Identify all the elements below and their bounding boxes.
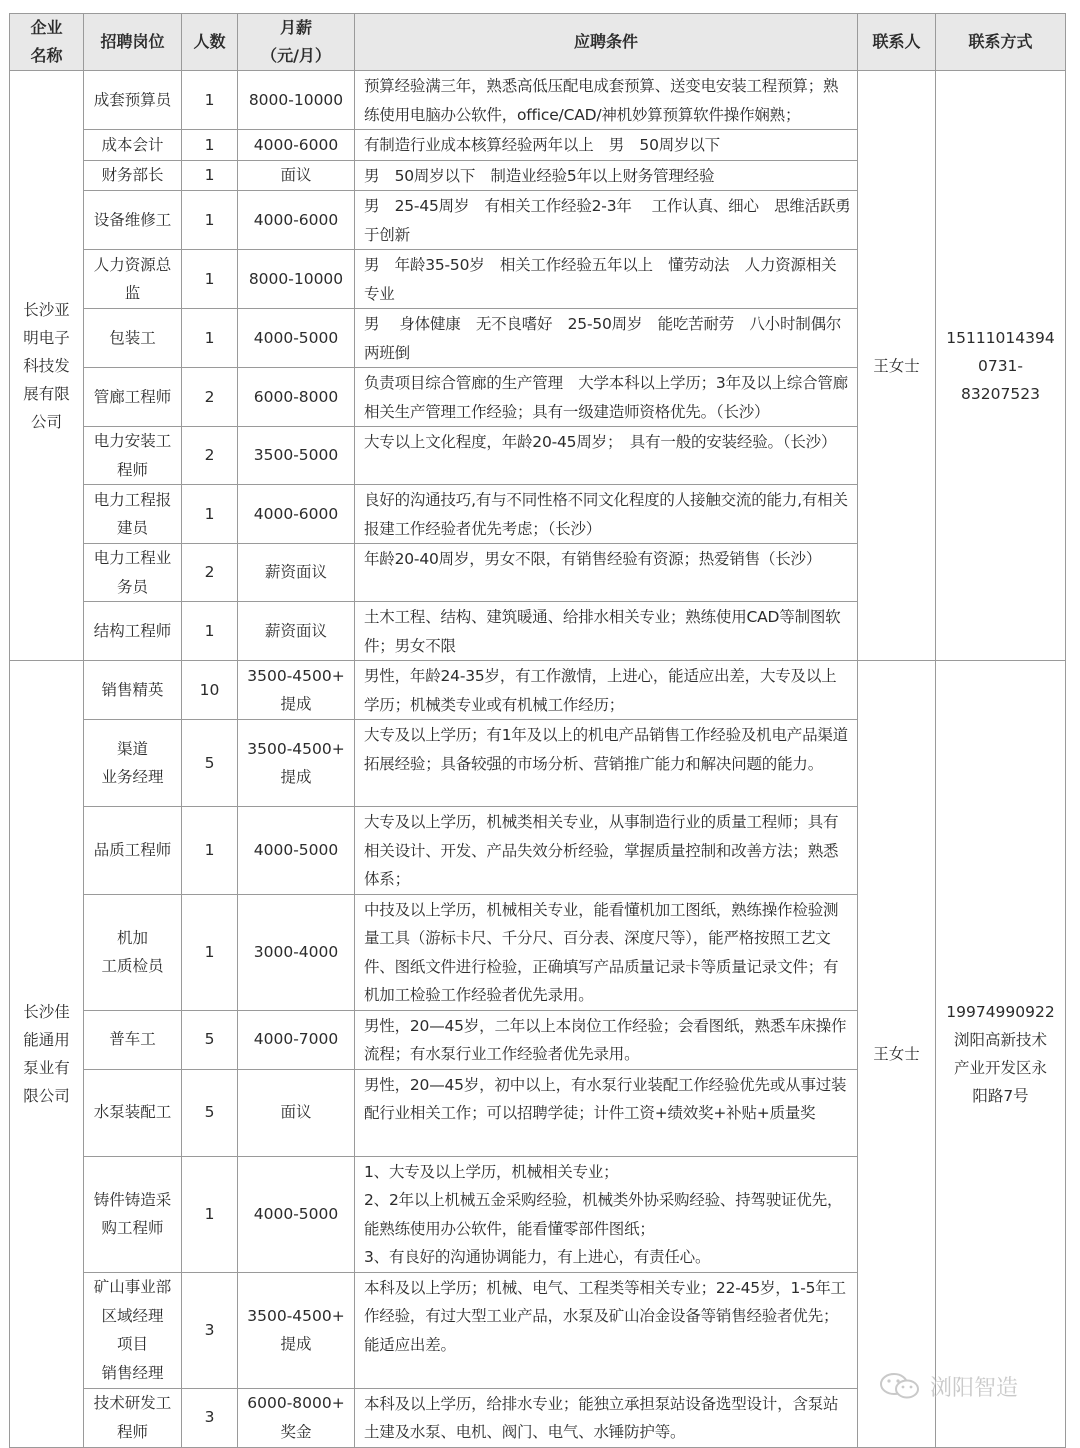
watermark-text: 浏阳智造	[930, 1375, 1019, 1401]
job-salary: 3500-4500+ 提成	[238, 1272, 355, 1388]
job-position: 设备维修工	[84, 191, 182, 250]
job-salary: 4000-6000	[238, 485, 355, 544]
job-requirements: 1、大专及以上学历，机械相关专业； 2、2年以上机械五金采购经验，机械类外协采购经验、持驾驶证优先，能熟练使用办公软件，能看懂零部件图纸； 3、有良好的沟通协调能力，有上进心，有责任心。	[355, 1156, 858, 1272]
job-position: 电力安装工 程师	[84, 427, 182, 485]
job-count: 1	[182, 894, 238, 1010]
job-position: 渠道 业务经理	[84, 720, 182, 807]
job-requirements: 本科及以上学历；机械、电气、工程类等相关专业；22-45岁，1-5年工作经验，有过大型工业产品，水泵及矿山冶金设备等销售经验者优先；能适应出差。	[355, 1272, 858, 1388]
job-requirements: 男 身体健康 无不良嗜好 25-50周岁 能吃苦耐劳 八小时制偶尔两班倒	[355, 309, 858, 368]
contact-person: 王女士	[858, 661, 936, 1448]
job-requirements: 中技及以上学历，机械相关专业，能看懂机加工图纸，熟练操作检验测量工具（游标卡尺、千分尺、百分表、深度尺等），能严格按照工艺文件、图纸文件进行检验，正确填写产品质量记录卡等质量记录文件；有机加工检验工作经验者优先录用。	[355, 894, 858, 1010]
job-position: 成本会计	[84, 130, 182, 161]
job-requirements: 大专及以上学历；有1年及以上的机电产品销售工作经验及机电产品渠道拓展经验；具备较强的市场分析、营销推广能力和解决问题的能力。	[355, 720, 858, 807]
job-count: 1	[182, 71, 238, 130]
company-name: 长沙佳 能通用 泵业有 限公司	[10, 661, 84, 1448]
job-position: 品质工程师	[84, 807, 182, 895]
job-position: 电力工程业 务员	[84, 544, 182, 602]
header-company: 企业 名称	[10, 14, 84, 71]
job-position: 水泵装配工	[84, 1069, 182, 1156]
job-salary: 8000-10000	[238, 71, 355, 130]
job-position: 财务部长	[84, 160, 182, 191]
job-salary: 4000-5000	[238, 807, 355, 895]
job-count: 1	[182, 309, 238, 368]
watermark	[878, 1368, 1058, 1404]
company-name: 长沙亚 明电子 科技发 展有限 公司	[10, 71, 84, 661]
job-count: 5	[182, 1069, 238, 1156]
job-count: 5	[182, 720, 238, 807]
header-count: 人数	[182, 14, 238, 71]
job-salary: 4000-6000	[238, 130, 355, 161]
job-position: 矿山事业部 区域经理 项目 销售经理	[84, 1272, 182, 1388]
job-salary: 面议	[238, 1069, 355, 1156]
job-requirements: 预算经验满三年，熟悉高低压配电成套预算、送变电安装工程预算；熟练使用电脑办公软件，office/CAD/神机妙算预算软件操作娴熟；	[355, 71, 858, 130]
job-count: 3	[182, 1272, 238, 1388]
job-requirements: 年龄20-40周岁，男女不限，有销售经验有资源；热爱销售（长沙）	[355, 544, 858, 602]
job-position: 管廊工程师	[84, 368, 182, 427]
job-requirements: 良好的沟通技巧,有与不同性格不同文化程度的人接触交流的能力,有相关报建工作经验者优先考虑；（长沙）	[355, 485, 858, 544]
job-count: 1	[182, 485, 238, 544]
job-position: 结构工程师	[84, 602, 182, 661]
job-requirements: 本科及以上学历，给排水专业；能独立承担泵站设备选型设计，含泵站土建及水泵、电机、阀门、电气、水锤防护等。	[355, 1388, 858, 1447]
job-requirements: 男性，年龄24-35岁，有工作激情，上进心，能适应出差，大专及以上学历；机械类专业或有机械工作经历；	[355, 661, 858, 720]
contact-person: 王女士	[858, 71, 936, 661]
header-salary: 月薪 （元/月）	[238, 14, 355, 71]
job-position: 铸件铸造采 购工程师	[84, 1156, 182, 1272]
job-count: 2	[182, 544, 238, 602]
job-count: 3	[182, 1388, 238, 1447]
job-requirements: 男 年龄35-50岁 相关工作经验五年以上 懂劳动法 人力资源相关专业	[355, 250, 858, 309]
job-count: 1	[182, 191, 238, 250]
job-salary: 6000-8000	[238, 368, 355, 427]
job-requirements: 大专及以上学历，机械类相关专业，从事制造行业的质量工程师；具有相关设计、开发、产品失效分析经验，掌握质量控制和改善方法；熟悉体系；	[355, 807, 858, 895]
job-salary: 3000-4000	[238, 894, 355, 1010]
job-count: 1	[182, 250, 238, 309]
job-count: 1	[182, 602, 238, 661]
job-salary: 4000-7000	[238, 1010, 355, 1069]
job-salary: 8000-10000	[238, 250, 355, 309]
job-position: 电力工程报 建员	[84, 485, 182, 544]
job-requirements: 大专以上文化程度，年龄20-45周岁； 具有一般的安装经验。（长沙）	[355, 427, 858, 485]
job-count: 10	[182, 661, 238, 720]
header-contact-method: 联系方式	[936, 14, 1066, 71]
job-requirements: 男 25-45周岁 有相关工作经验2-3年 工作认真、细心 思维活跃勇于创新	[355, 191, 858, 250]
job-salary: 4000-5000	[238, 309, 355, 368]
job-salary: 薪资面议	[238, 602, 355, 661]
recruitment-table	[9, 13, 1066, 1448]
table-row	[10, 661, 1066, 720]
job-count: 5	[182, 1010, 238, 1069]
job-position: 销售精英	[84, 661, 182, 720]
job-requirements: 男性，20—45岁，初中以上，有水泵行业装配工作经验优先或从事过装配行业相关工作；可以招聘学徒；计件工资+绩效奖+补贴+质量奖	[355, 1069, 858, 1156]
job-salary: 4000-5000	[238, 1156, 355, 1272]
job-salary: 3500-4500+ 提成	[238, 720, 355, 807]
job-position: 成套预算员	[84, 71, 182, 130]
job-position: 普车工	[84, 1010, 182, 1069]
job-requirements: 负责项目综合管廊的生产管理 大学本科以上学历；3年及以上综合管廊相关生产管理工作经验；具有一级建造师资格优先。（长沙）	[355, 368, 858, 427]
header-requirements: 应聘条件	[355, 14, 858, 71]
header-position: 招聘岗位	[84, 14, 182, 71]
table-row	[10, 71, 1066, 130]
header-contact: 联系人	[858, 14, 936, 71]
job-count: 1	[182, 130, 238, 161]
job-requirements: 有制造行业成本核算经验两年以上 男 50周岁以下	[355, 130, 858, 161]
job-salary: 3500-5000	[238, 427, 355, 485]
wechat-icon	[878, 1371, 922, 1401]
header-row	[10, 14, 1066, 71]
job-count: 2	[182, 368, 238, 427]
job-salary: 3500-4500+ 提成	[238, 661, 355, 720]
job-count: 1	[182, 807, 238, 895]
job-count: 2	[182, 427, 238, 485]
job-position: 包装工	[84, 309, 182, 368]
job-salary: 薪资面议	[238, 544, 355, 602]
job-position: 人力资源总 监	[84, 250, 182, 309]
job-count: 1	[182, 1156, 238, 1272]
job-position: 技术研发工 程师	[84, 1388, 182, 1447]
job-position: 机加 工质检员	[84, 894, 182, 1010]
contact-method: 15111014394 0731- 83207523	[936, 71, 1066, 661]
job-requirements: 男 50周岁以下 制造业经验5年以上财务管理经验	[355, 160, 858, 191]
job-requirements: 男性，20—45岁，二年以上本岗位工作经验；会看图纸，熟悉车床操作流程；有水泵行业工作经验者优先录用。	[355, 1010, 858, 1069]
job-requirements: 土木工程、结构、建筑暖通、给排水相关专业；熟练使用CAD等制图软件；男女不限	[355, 602, 858, 661]
contact-method: 19974990922 浏阳高新技术 产业开发区永 阳路7号	[936, 661, 1066, 1448]
job-count: 1	[182, 160, 238, 191]
job-salary: 6000-8000+ 奖金	[238, 1388, 355, 1447]
job-salary: 4000-6000	[238, 191, 355, 250]
job-salary: 面议	[238, 160, 355, 191]
